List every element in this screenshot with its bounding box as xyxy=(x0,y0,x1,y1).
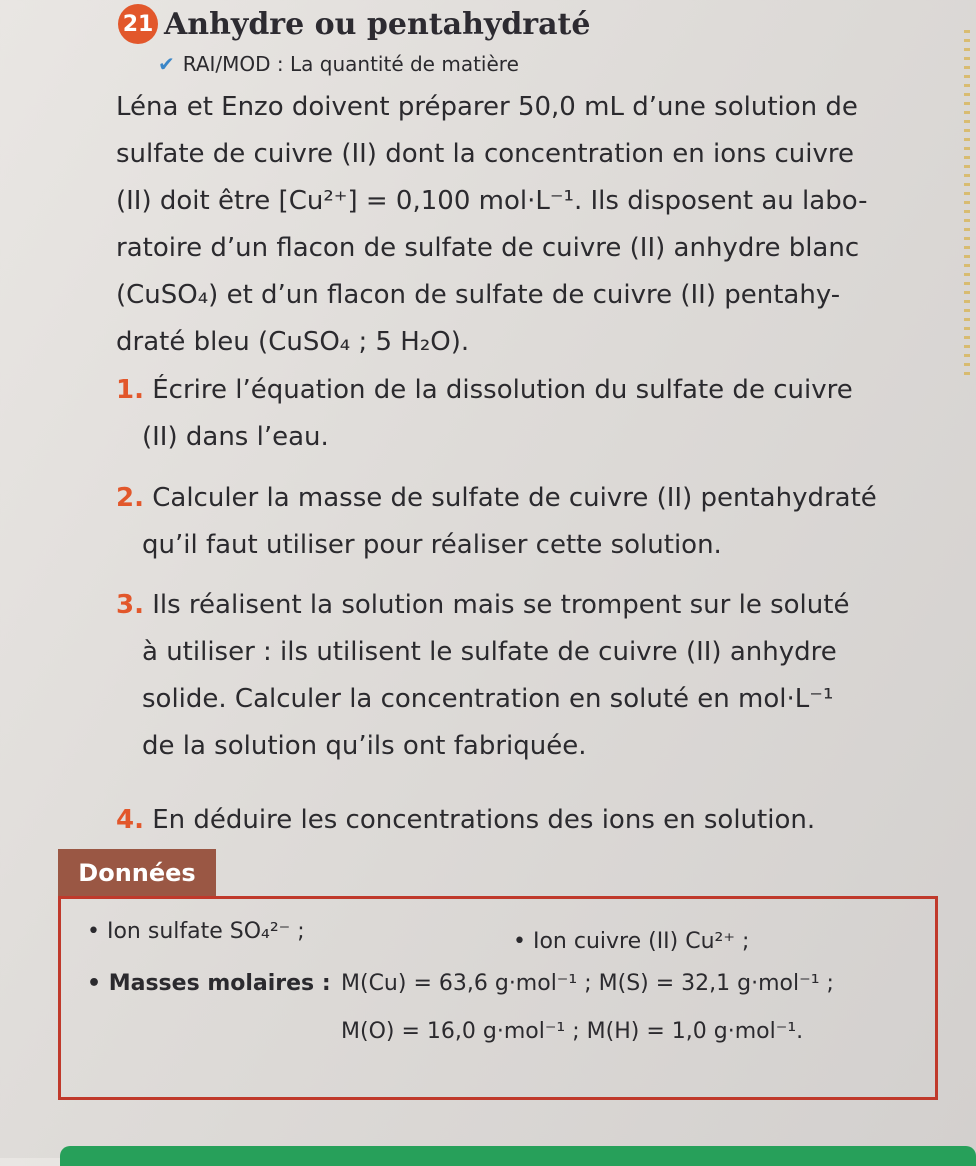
question-number: 3. xyxy=(116,590,144,620)
question-line: Écrire l’équation de la dissolution du sulfate de cuivre xyxy=(152,375,853,405)
exercise-header xyxy=(118,4,591,44)
ion-sulfate-line: • Ion sulfate SO₄²⁻ ; xyxy=(87,919,305,944)
intro-paragraph xyxy=(116,84,936,366)
intro-line: (II) doit être [Cu²⁺] = 0,100 mol·L⁻¹. Ils disposent au labo- xyxy=(116,186,868,216)
ion-cuivre-line: • Ion cuivre (II) Cu²⁺ ; xyxy=(513,929,750,954)
donnees-label: Données xyxy=(58,849,216,897)
donnees-box xyxy=(58,896,938,1100)
checkmark-icon: ✔ xyxy=(158,52,175,76)
question-4 xyxy=(116,797,936,844)
exercise-title: Anhydre ou pentahydraté xyxy=(164,6,591,42)
question-2 xyxy=(116,475,936,569)
skill-text: RAI/MOD : La quantité de matière xyxy=(182,52,519,76)
intro-line: (CuSO₄) et d’un flacon de sulfate de cuivre (II) pentahy- xyxy=(116,280,841,310)
question-line: solide. Calculer la concentration en soluté en mol·L⁻¹ xyxy=(142,684,834,714)
question-number: 2. xyxy=(116,483,144,513)
question-1 xyxy=(116,367,936,461)
masses-label: • Masses molaires : xyxy=(87,971,331,996)
question-line: à utiliser : ils utilisent le sulfate de cuivre (II) anhydre xyxy=(142,637,837,667)
masses-line-2: M(O) = 16,0 g·mol⁻¹ ; M(H) = 1,0 g·mol⁻¹. xyxy=(341,1019,804,1044)
question-line: qu’il faut utiliser pour réaliser cette solution. xyxy=(142,530,722,560)
question-line: de la solution qu’ils ont fabriquée. xyxy=(142,731,587,761)
question-3 xyxy=(116,582,936,770)
bottom-green-band xyxy=(60,1146,976,1166)
exercise-number-badge: 21 xyxy=(118,4,158,44)
intro-line: ratoire d’un flacon de sulfate de cuivre (II) anhydre blanc xyxy=(116,233,860,263)
intro-line: draté bleu (CuSO₄ ; 5 H₂O). xyxy=(116,327,470,357)
skill-line xyxy=(158,52,519,76)
question-number: 1. xyxy=(116,375,144,405)
question-line: Calculer la masse de sulfate de cuivre (II) pentahydraté xyxy=(152,483,877,513)
masses-line-1: M(Cu) = 63,6 g·mol⁻¹ ; M(S) = 32,1 g·mol⁻¹ ; xyxy=(341,971,834,996)
intro-line: sulfate de cuivre (II) dont la concentration en ions cuivre xyxy=(116,139,854,169)
question-number: 4. xyxy=(116,805,144,835)
question-line: En déduire les concentrations des ions en solution. xyxy=(152,805,816,835)
intro-line: Léna et Enzo doivent préparer 50,0 mL d’une solution de xyxy=(116,92,858,122)
margin-dots xyxy=(964,30,970,380)
question-line: (II) dans l’eau. xyxy=(142,422,329,452)
question-line: Ils réalisent la solution mais se trompent sur le soluté xyxy=(152,590,850,620)
